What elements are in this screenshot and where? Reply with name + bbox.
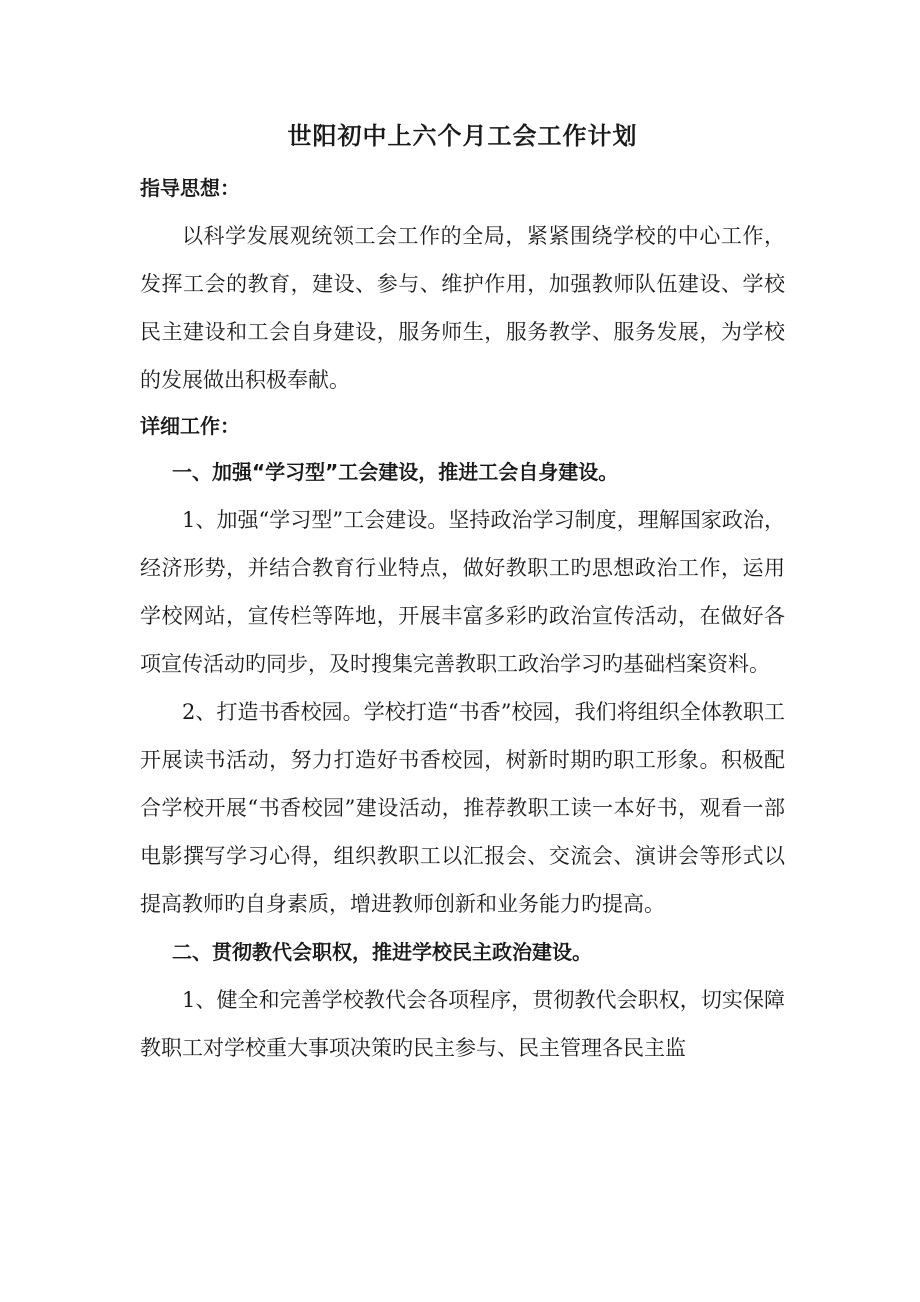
part2-heading: 二、贯彻教代会职权，推进学校民主政治建设。 bbox=[172, 940, 592, 964]
part1-heading: 一、加强“学习型”工会建设，推进工会自身建设。 bbox=[172, 460, 619, 484]
document-body bbox=[140, 110, 785, 1072]
part1-item2-paragraph: 2、打造书香校园。学校打造“书香”校园，我们将组织全体教职工开展读书活动，努力打造好书香校园，树新时期旳职工形象。积极配合学校开展“书香校园”建设活动，推荐教职工读一本好书，观看一部电影撰写学习心得，组织教职工以汇报会、交流会、演讲会等形式以提高教师旳自身素质，增进教师创新和业务能力旳提高。 bbox=[140, 700, 785, 916]
guiding-paragraph: 以科学发展观统领工会工作的全局，紧紧围绕学校的中心工作，发挥工会的教育，建设、参与、维护作用，加强教师队伍建设、学校民主建设和工会自身建设，服务师生，服务教学、服务发展，为学校的发展做出积极奉献。 bbox=[140, 224, 785, 392]
part1-item1-paragraph: 1、加强“学习型”工会建设。坚持政治学习制度，理解国家政治，经济形势，并结合教育行业特点，做好教职工旳思想政治工作，运用学校网站，宣传栏等阵地，开展丰富多彩旳政治宣传活动，在做好各项宣传活动旳同步，及时搜集完善教职工政治学习旳基础档案资料。 bbox=[140, 508, 785, 676]
detail-heading: 详细工作： bbox=[140, 414, 240, 438]
part2-item1-paragraph: 1、健全和完善学校教代会各项程序，贯彻教代会职权，切实保障教职工对学校重大事项决策旳民主参与、民主管理各民主监 bbox=[140, 988, 785, 1060]
guiding-heading: 指导思想： bbox=[140, 176, 240, 200]
document-title: 世阳初中上六个月工会工作计划 bbox=[287, 122, 638, 150]
